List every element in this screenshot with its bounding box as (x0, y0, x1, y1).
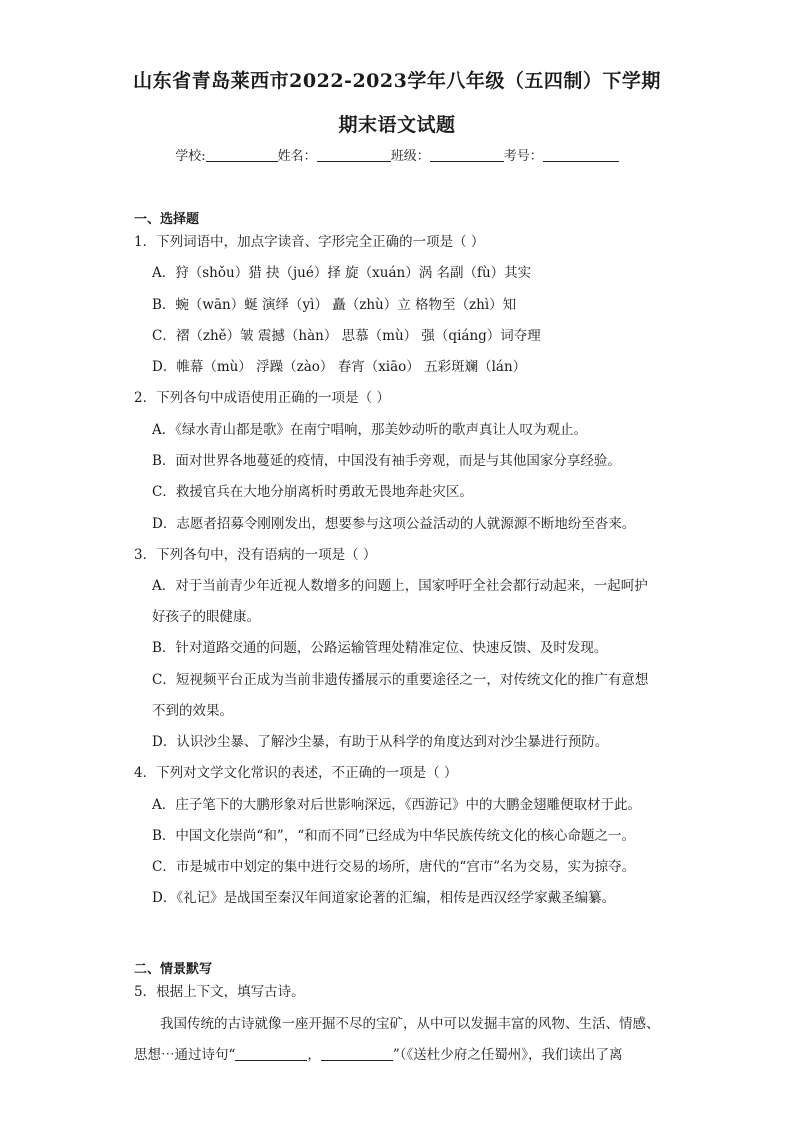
class-blank[interactable] (430, 147, 504, 162)
q5-paragraph-line2 (134, 1046, 623, 1064)
q4-option-b: B．中国文化崇尚“和”，“和而不同”已经成为中华民族传统文化的核心命题之一。 (152, 828, 636, 844)
q1-stem: 1．下列词语中，加点字读音、字形完全正确的一项是（ ） (134, 234, 485, 250)
exam-title-line2: 期末语文试题 (338, 114, 456, 136)
q5-comma: ， (307, 1047, 321, 1063)
q1-option-b: B．蜿（wān）蜒 演绎（yì） 矗（zhù）立 格物至（zhì）知 (152, 297, 517, 313)
student-info-row (0, 145, 794, 164)
q3-option-a-line2: 好孩子的眼健康。 (152, 609, 260, 625)
q3-stem: 3．下列各句中，没有语病的一项是（ ） (134, 547, 377, 563)
q2-option-a: A．《绿水青山都是歌》在南宁唱响，那美妙动听的歌声真让人叹为观止。 (152, 422, 587, 438)
q2-option-b: B．面对世界各地蔓延的疫情，中国没有袖手旁观，而是与其他国家分享经验。 (152, 453, 621, 469)
school-blank[interactable] (206, 147, 278, 162)
name-label: 姓名： (277, 149, 317, 164)
section-heading-choice: 一、选择题 (134, 212, 200, 227)
q3-option-c-line1: C．短视频平台正成为当前非遗传播展示的重要途径之一，对传统文化的推广有意想 (152, 672, 649, 688)
q5-stem: 5．根据上下文，填写古诗。 (134, 984, 305, 1000)
class-label: 班级： (390, 149, 430, 164)
section-heading-recitation: 二、情景默写 (134, 962, 213, 977)
exam-title-line1: 山东省青岛莱西市2022-2023学年八年级（五四制）下学期 (133, 70, 661, 92)
q4-option-d: D．《礼记》是战国至秦汉年间道家论著的汇编，相传是西汉经学家戴圣编纂。 (152, 890, 616, 906)
exam-no-label: 考号： (503, 149, 543, 164)
q3-option-b: B．针对道路交通的问题，公路运输管理处精准定位、快速反馈、及时发现。 (152, 640, 608, 656)
q1-option-c: C．褶（zhě）皱 震撼（hàn） 思慕（mù） 强（qiáng）词夺理 (152, 328, 541, 344)
q5-text-after-blank: ”（《送杜少府之任蜀州》，我们读出了离 (392, 1047, 623, 1063)
q3-option-d: D．认识沙尘暴、了解沙尘暴，有助于从科学的角度达到对沙尘暴进行预防。 (152, 734, 609, 750)
q5-text-before-blank: 思想⋯通过诗句“ (134, 1047, 236, 1063)
school-label: 学校: (175, 149, 206, 164)
q3-option-c-line2: 不到的效果。 (152, 703, 233, 719)
name-blank[interactable] (317, 147, 391, 162)
q4-option-c: C．市是城市中划定的集中进行交易的场所，唐代的“宫市”名为交易，实为掠夺。 (152, 859, 636, 875)
q2-option-c: C．救援官兵在大地分崩离析时勇敢无畏地奔赴灾区。 (152, 484, 473, 500)
q5-paragraph-line1: 我国传统的古诗就像一座开掘不尽的宝矿，从中可以发掘丰富的风物、生活、情感、 (160, 1016, 660, 1032)
q5-blank-2[interactable] (321, 1046, 393, 1061)
exam-no-blank[interactable] (543, 147, 619, 162)
q2-stem: 2．下列各句中成语使用正确的一项是（ ） (134, 390, 390, 406)
q1-option-a: A．狩（shǒu）猎 抉（jué）择 旋（xuán）涡 名副（fù）其实 (152, 265, 532, 281)
q3-option-a-line1: A．对于当前青少年近视人数增多的问题上，国家呼吁全社会都行动起来，一起呵护 (152, 578, 648, 594)
q2-option-d: D．志愿者招募令刚刚发出，想要参与这项公益活动的人就源源不断地纷至沓来。 (152, 516, 636, 532)
q1-option-d: D．帷幕（mù） 浮躁（zào） 春宵（xiāo） 五彩斑斓（lán） (152, 359, 527, 375)
q5-blank-1[interactable] (235, 1046, 307, 1061)
q4-stem: 4．下列对文学文化常识的表述，不正确的一项是（ ） (134, 765, 458, 781)
q4-option-a: A．庄子笔下的大鹏形象对后世影响深远，《西游记》中的大鹏金翅雕便取材于此。 (152, 797, 641, 813)
